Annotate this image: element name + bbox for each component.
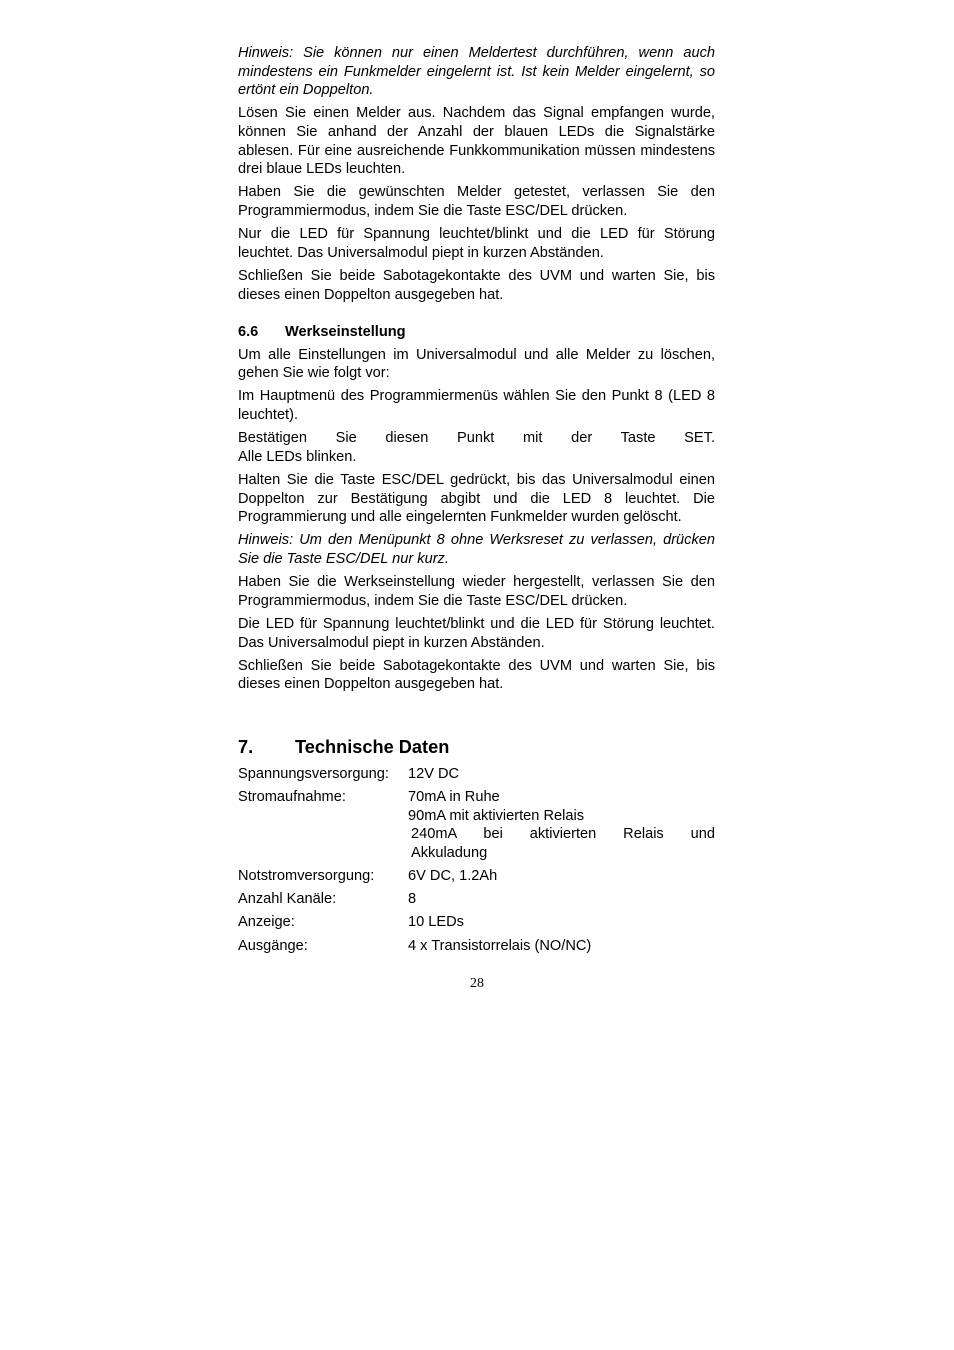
- hint-paragraph: Hinweis: Sie können nur einen Meldertest durchführen, wenn auch mindestens ein Funkmelder eingelernt ist. Ist kein Melder eingelernt, so ertönt ein Doppelton.: [238, 45, 715, 99]
- spec-row-backup: [238, 867, 715, 886]
- spec-value: 10 LEDs: [408, 914, 464, 931]
- body-paragraph: Schließen Sie beide Sabotagekontakte des UVM und warten Sie, bis dieses einen Doppelton ausgegeben hat.: [238, 267, 715, 303]
- body-paragraph: [238, 429, 715, 466]
- body-paragraph: Die LED für Spannung leuchtet/blinkt und die LED für Störung leuchtet. Das Universalmodul piept in kurzen Abständen.: [238, 615, 715, 651]
- body-line: Bestätigen Sie diesen Punkt mit der Taste SET.: [238, 430, 715, 447]
- spec-value: 12V DC: [408, 765, 460, 782]
- spec-value-line: 90mA mit aktivierten Relais: [408, 807, 585, 824]
- spec-value-line: 240mA bei aktivierten Relais und: [411, 826, 715, 843]
- spec-value: [408, 788, 715, 862]
- spec-label: Ausgänge:: [238, 937, 308, 954]
- spec-label: Notstromversorgung:: [238, 868, 375, 885]
- body-paragraph: Haben Sie die Werkseinstellung wieder hergestellt, verlassen Sie den Programmiermodus, indem Sie die Taste ESC/DEL drücken.: [238, 574, 715, 609]
- spec-label: Stromaufnahme:: [238, 789, 346, 806]
- section-number: 6.6: [238, 324, 259, 341]
- body-paragraph: Um alle Einstellungen im Universalmodul und alle Melder zu löschen, gehen Sie wie folgt vor:: [238, 346, 715, 382]
- spec-value: 4 x Transistorrelais (NO/NC): [408, 937, 592, 954]
- spec-value-line: 70mA in Ruhe: [408, 789, 500, 806]
- spec-row-current: [238, 788, 715, 862]
- spec-row-outputs: [238, 937, 715, 956]
- body-paragraph: Im Hauptmenü des Programmiermenüs wählen Sie den Punkt 8 (LED 8 leuchtet).: [238, 388, 715, 424]
- chapter-number: 7.: [238, 736, 254, 757]
- body-paragraph: Lösen Sie einen Melder aus. Nachdem das Signal empfangen wurde, können Sie anhand der Anzahl der blauen LEDs die Signalstärke ablesen. Für eine ausreichende Funkkommunikation müssen mindestens drei blaue LEDs leuchten.: [238, 105, 715, 178]
- section-heading: [238, 323, 715, 342]
- body-paragraph: Schließen Sie beide Sabotagekontakte des UVM und warten Sie, bis dieses einen Doppelton ausgegeben hat.: [238, 657, 715, 693]
- section-title: Werkseinstellung: [285, 324, 406, 341]
- spec-label: Anzahl Kanäle:: [238, 891, 337, 908]
- chapter-heading: [238, 735, 715, 759]
- spec-value: 6V DC, 1.2Ah: [408, 868, 498, 885]
- spec-row-channels: [238, 890, 715, 909]
- document-page: [238, 44, 715, 960]
- spec-label: Anzeige:: [238, 914, 295, 931]
- page-number: 28: [470, 976, 484, 991]
- spec-label: Spannungsversorgung:: [238, 765, 389, 782]
- spec-row-supply: [238, 765, 715, 784]
- body-paragraph: Haben Sie die gewünschten Melder getestet, verlassen Sie den Programmiermodus, indem Sie die Taste ESC/DEL drücken.: [238, 184, 715, 219]
- hint-paragraph: Hinweis: Um den Menüpunkt 8 ohne Werksreset zu verlassen, drücken Sie die Taste ESC/DEL nur kurz.: [238, 532, 715, 567]
- chapter-title: Technische Daten: [295, 736, 450, 757]
- body-paragraph: Halten Sie die Taste ESC/DEL gedrückt, bis das Universalmodul einen Doppelton zur Bestätigung abgibt und die LED 8 leuchtet. Die Programmierung und alle eingelernten Funkmelder wurden gelöscht.: [238, 472, 715, 526]
- spec-row-display: [238, 913, 715, 932]
- body-line: Alle LEDs blinken.: [238, 448, 357, 465]
- body-paragraph: Nur die LED für Spannung leuchtet/blinkt und die LED für Störung leuchtet. Das Universalmodul piept in kurzen Abständen.: [238, 226, 715, 261]
- spec-value-line: Akkuladung: [411, 844, 488, 861]
- spec-value: 8: [408, 891, 417, 908]
